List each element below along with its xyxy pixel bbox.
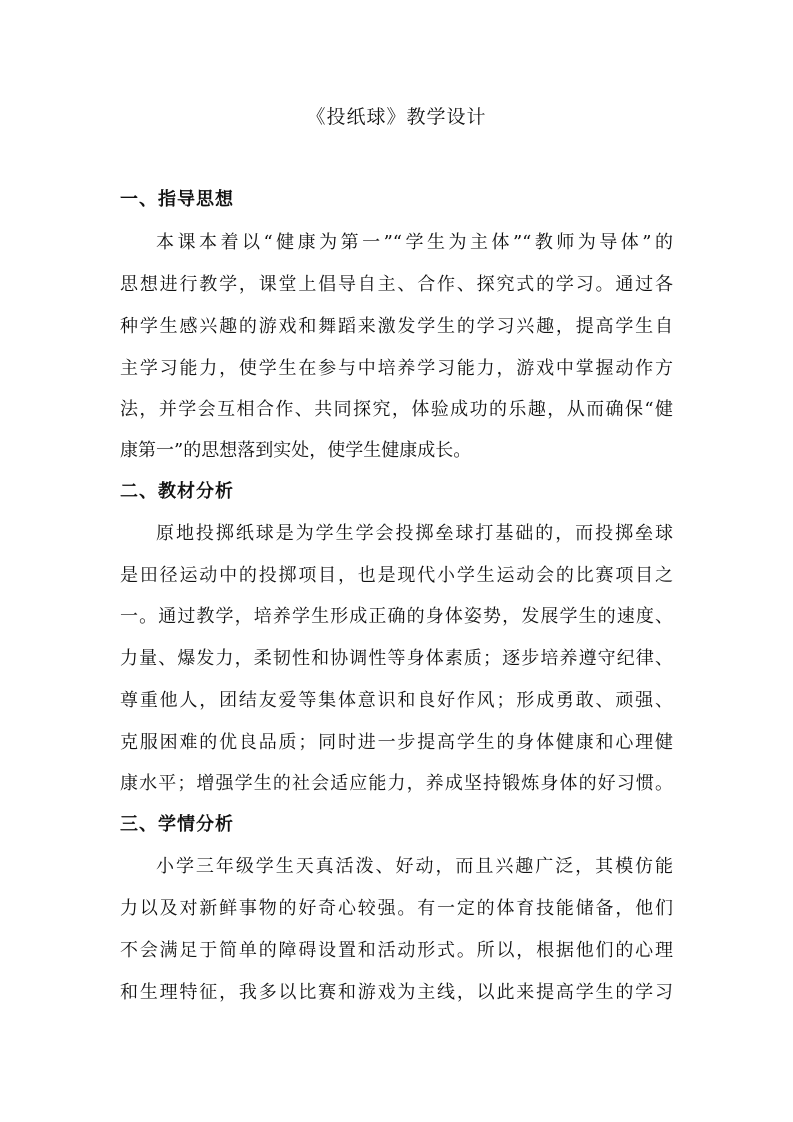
section-heading-guiding-ideology: 一、指导思想 [120,189,234,210]
paragraph-line: 力以及对新鲜事物的好奇心较强。有一定的体育技能储备，他们 [120,898,673,919]
paragraph-line: 主学习能力，使学生在参与中培养学习能力，游戏中掌握动作方 [120,358,673,379]
paragraph-line: 思想进行教学，课堂上倡导自主、合作、探究式的学习。通过各 [120,274,673,295]
paragraph-line: 康水平；增强学生的社会适应能力，养成坚持锻炼身体的好习惯。 [120,773,673,794]
paragraph-line: 本课本着以“健康为第一”“学生为主体”“教师为导体”的 [156,232,673,253]
paragraph-line: 不会满足于简单的障碍设置和活动形式。所以，根据他们的心理 [120,940,673,961]
paragraph-line: 法，并学会互相合作、共同探究，体验成功的乐趣，从而确保“健 [120,399,673,420]
paragraph-line: 种学生感兴趣的游戏和舞蹈来激发学生的学习兴趣，提高学生自 [120,316,673,337]
paragraph-line: 一。通过教学，培养学生形成正确的身体姿势，发展学生的速度、 [120,606,673,627]
paragraph-line: 原地投掷纸球是为学生学会投掷垒球打基础的，而投掷垒球 [156,523,673,544]
paragraph-line: 尊重他人，团结友爱等集体意识和良好作风；形成勇敢、顽强、 [120,690,673,711]
paragraph-line: 康第一”的思想落到实处，使学生健康成长。 [120,440,472,461]
paragraph-line: 是田径运动中的投掷项目，也是现代小学生运动会的比赛项目之 [120,565,673,586]
paragraph-line: 力量、爆发力，柔韧性和协调性等身体素质；逐步培养遵守纪律、 [120,648,673,669]
section-heading-material-analysis: 二、教材分析 [120,481,234,502]
paragraph-line: 和生理特征，我多以比赛和游戏为主线，以此来提高学生的学习 [120,982,673,1003]
document-title: 《投纸球》教学设计 [306,106,487,128]
paragraph-line: 小学三年级学生天真活泼、好动，而且兴趣广泛，其模仿能 [156,856,673,877]
paragraph-line: 克服困难的优良品质；同时进一步提高学生的身体健康和心理健 [120,732,673,753]
section-heading-learner-analysis: 三、学情分析 [120,814,234,835]
